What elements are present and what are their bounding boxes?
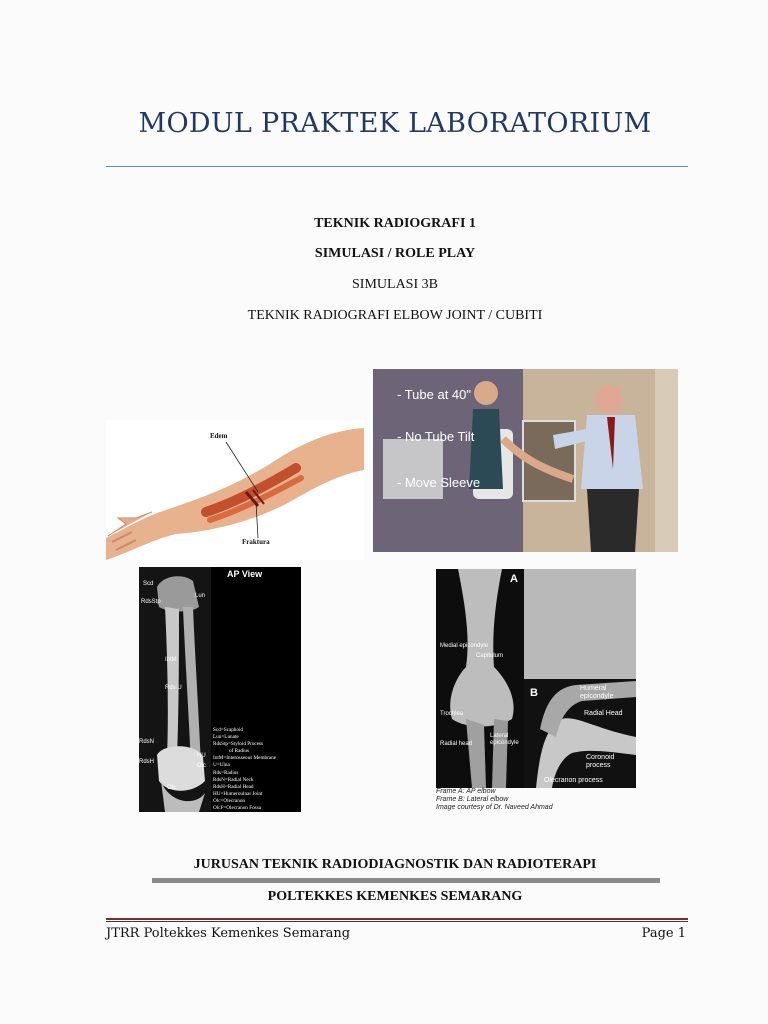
legend-line: RdsN=Radial Neck <box>213 776 254 783</box>
legend-line: Scd=Scaphoid <box>213 727 244 733</box>
frame-a-label: A <box>510 573 518 585</box>
overlay-no-tube-tilt: - No Tube Tilt <box>397 429 475 444</box>
marker-rds-u: Rds U <box>165 685 182 691</box>
subtitle-simulation-number: SIMULASI 3B <box>352 277 438 292</box>
subtitle-simulation: SIMULASI / ROLE PLAY <box>314 246 476 261</box>
legend-line: RdsH=Radial Head <box>213 783 254 790</box>
institution-name: POLTEKKES KEMENKES SEMARANG <box>267 889 523 904</box>
caption-credit: Image courtesy of Dr. Naveed Ahmad <box>436 804 553 811</box>
arm-fracture-illustration <box>106 420 364 560</box>
ap-view-xray <box>139 567 301 812</box>
legend-line: HU=Humeroulnar Joint <box>213 790 263 797</box>
label-fraktura: Fraktura <box>242 538 270 546</box>
department-name: JURUSAN TEKNIK RADIODIAGNOSTIK DAN RADIOTERAPI <box>193 857 597 872</box>
overlay-tube-angle: - Tube at 40" <box>397 387 471 402</box>
label-trochlea: Trochlea <box>440 711 464 717</box>
marker-lun: Lun <box>195 593 206 599</box>
legend-line: of Radius <box>229 748 250 755</box>
subtitle-course: TEKNIK RADIOGRAFI 1 <box>314 216 476 231</box>
caption-frame-a: Frame A: AP elbow <box>436 788 496 795</box>
label-olecranon-process: Olecranon process <box>544 777 603 784</box>
marker-rdsh: RdsH <box>139 759 155 765</box>
marker-rdsn: RdsN <box>139 739 155 745</box>
footer-institution: JTRR Poltekkes Kemenkes Semarang <box>106 926 351 941</box>
page-number: Page 1 <box>641 926 686 941</box>
label-humeral-epicondyle: Humeral epicondyle <box>580 685 614 700</box>
frame-b-label: B <box>530 687 538 699</box>
elbow-xray-captions <box>436 788 553 812</box>
overlay-move-sleeve: - Move Sleeve <box>397 475 481 490</box>
legend-line: Rds=Radius <box>213 769 239 776</box>
marker-rdsstp: RdsStp <box>141 599 161 605</box>
marker-hu: HU <box>197 753 206 759</box>
legend-line: Olc=Olecranon <box>213 797 246 804</box>
marker-olc-lower: Olc <box>167 785 176 791</box>
positioning-photo <box>373 369 678 552</box>
legend-line: U=Ulna <box>213 762 230 769</box>
caption-frame-b: Frame B: Lateral elbow <box>436 796 509 803</box>
label-radial-head-b: Radial Head <box>584 710 623 717</box>
label-edem: Edem <box>210 432 228 440</box>
institution-divider <box>152 878 660 883</box>
marker-olc: Olc <box>197 763 206 769</box>
marker-scd: Scd <box>143 581 154 587</box>
elbow-xray-frames <box>436 569 636 788</box>
footer-rule-thin <box>106 921 688 922</box>
ap-view-legend <box>213 727 301 812</box>
marker-intm: IntM <box>165 657 177 663</box>
document-title: MODUL PRAKTEK LABORATORIUM <box>138 108 652 139</box>
label-coronoid-process: Coronoid process <box>586 754 615 769</box>
subtitle-topic: TEKNIK RADIOGRAFI ELBOW JOINT / CUBITI <box>247 308 543 323</box>
footer-rule <box>106 918 688 920</box>
title-underline <box>106 166 688 167</box>
label-medial-epicondyle: Medial epicondyle <box>440 643 489 649</box>
legend-line: Lun=Lunate <box>213 734 239 741</box>
ap-view-heading: AP View <box>227 569 263 579</box>
legend-line: IntM=Interosseous Membrane <box>213 755 276 762</box>
legend-line: OlcF=Olecranon Fossa <box>213 805 262 812</box>
label-lateral-epicondyle: Lateral epicondyle <box>490 733 519 746</box>
legend-line: RdsStp=Styloid Process <box>213 741 264 748</box>
label-capitulum: Capitulum <box>476 653 504 659</box>
label-radial-head-a: Radial head <box>440 741 473 747</box>
